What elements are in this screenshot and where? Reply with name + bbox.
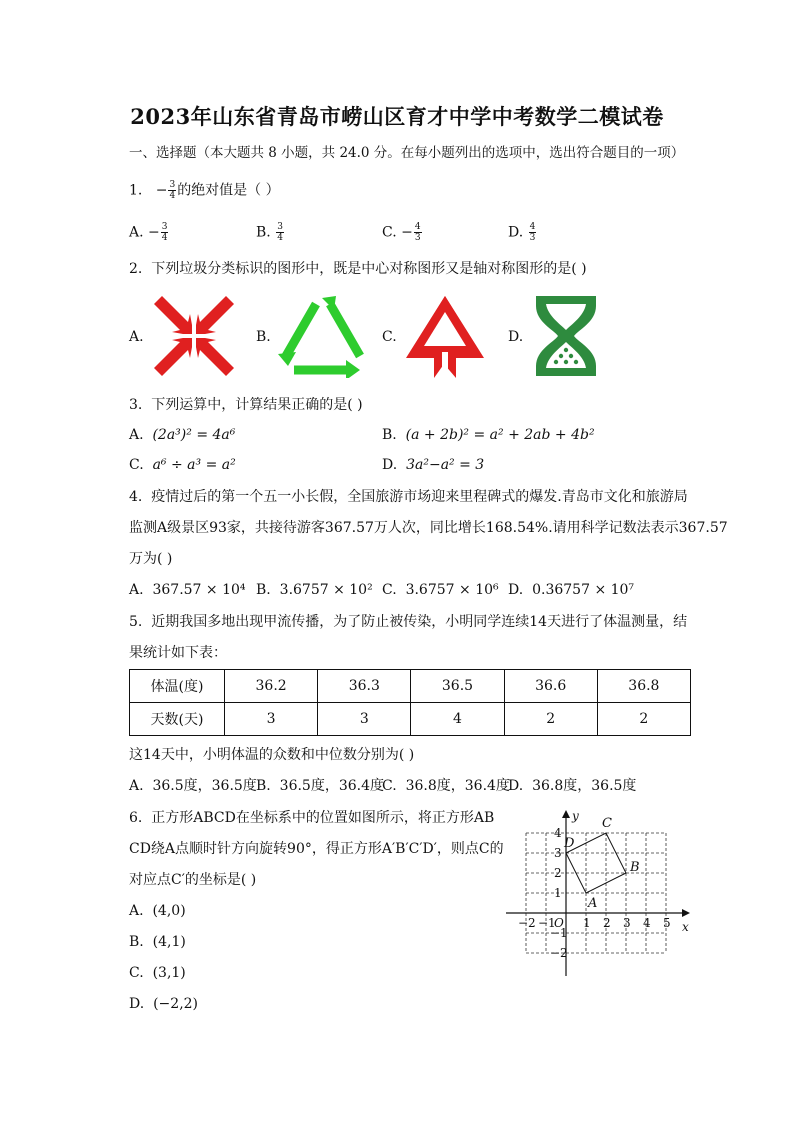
square-abcd [566, 833, 626, 893]
question-5-line-2: 果统计如下表： [129, 645, 227, 661]
coordinate-graph [504, 808, 696, 978]
question-6-line-1: 6. 正方形ABCD在坐标系中的位置如图所示，将正方形AB [129, 810, 495, 826]
table-cell: 2 [597, 703, 690, 736]
q1-option-a[interactable]: A. − $\frac{3}{4}$ [129, 222, 168, 243]
y-tick-label: −1 [550, 926, 568, 940]
table-row [130, 670, 691, 703]
q3-option-d[interactable]: D. 3a²−a² = 3 [382, 457, 485, 473]
q2-option-a-label[interactable]: A. [129, 329, 144, 345]
question-4-line-1: 4. 疫情过后的第一个五一小长假，全国旅游市场迎来里程碑式的爆发.青岛市文化和旅游局 [129, 489, 688, 505]
point-label-c: C [602, 816, 612, 831]
x-axis-label: x [682, 920, 689, 934]
q5-option-c[interactable]: C. 36.8度，36.4度 [382, 778, 510, 794]
q3-option-b[interactable]: B. (a + 2b)² = a² + 2ab + 4b² [382, 427, 595, 443]
question-1: 1. − $\frac{3}{4}$ 的绝对值是（ ） [129, 180, 280, 201]
point-label-a: A [588, 896, 598, 911]
question-5-after: 这14天中，小明体温的众数和中位数分别为( ) [129, 747, 415, 763]
table-cell: 体温(度) [130, 670, 225, 703]
x-tick-label: 4 [643, 916, 651, 930]
y-tick-label: 1 [554, 886, 562, 900]
table-cell: 3 [318, 703, 411, 736]
y-tick-label: 3 [554, 846, 562, 860]
q6-option-a[interactable]: A. (4,0) [129, 903, 186, 919]
page-title: 2023年山东省青岛市崂山区育才中学中考数学二模试卷 [130, 104, 664, 129]
y-tick-label: −2 [550, 946, 568, 960]
q2-option-c-label[interactable]: C. [382, 329, 397, 345]
y-tick-label: 4 [554, 826, 562, 840]
q4-option-c[interactable]: C. 3.6757 × 10⁶ [382, 582, 499, 598]
q3-option-c[interactable]: C. a⁶ ÷ a³ = a² [129, 457, 236, 473]
q2-option-d-label[interactable]: D. [508, 329, 524, 345]
q6-option-b[interactable]: B. (4,1) [129, 934, 186, 950]
y-axis-arrow-icon [562, 810, 570, 818]
x-tick-label: −2 [518, 916, 536, 930]
x-tick-label: 5 [663, 916, 671, 930]
green-hourglass-icon [534, 294, 598, 378]
table-cell: 36.5 [411, 670, 504, 703]
origin-label: O [554, 916, 564, 930]
x-tick-label: 1 [583, 916, 591, 930]
q5-option-a[interactable]: A. 36.5度，36.5度 [129, 778, 257, 794]
x-axis-arrow-icon [682, 909, 690, 917]
question-4-line-2: 监测A级景区93家，共接待游客367.57万人次，同比增长168.54%.请用科学记数法表示367.57 [129, 520, 728, 536]
red-triangle-arrows-icon [404, 292, 486, 380]
table-cell: 2 [504, 703, 597, 736]
point-label-b: B [630, 860, 640, 875]
section-heading: 一、选择题（本大题共 8 小题，共 24.0 分。在每小题列出的选项中，选出符合题目的一项） [129, 145, 685, 161]
x-tick-label: 2 [603, 916, 611, 930]
fraction: $\frac{3}{4}$ [169, 180, 176, 201]
temperature-table [129, 669, 691, 736]
question-number: 1. [129, 182, 143, 199]
square-outline [566, 833, 626, 893]
table-cell: 36.3 [318, 670, 411, 703]
q3-option-a[interactable]: A. (2a³)² = 4a⁶ [129, 427, 236, 443]
red-arrows-x-icon [152, 294, 236, 378]
point-label-d: D [564, 836, 575, 851]
q4-option-b[interactable]: B. 3.6757 × 10² [256, 582, 373, 598]
q5-option-b[interactable]: B. 36.5度，36.4度 [256, 778, 384, 794]
y-axis-label: y [572, 809, 579, 823]
q5-option-d[interactable]: D. 36.8度，36.5度 [508, 778, 637, 794]
question-6-line-3: 对应点C′的坐标是( ) [129, 872, 257, 888]
q1-option-d[interactable]: D. $\frac{4}{3}$ [508, 222, 536, 243]
q6-option-d[interactable]: D. (−2,2) [129, 996, 199, 1012]
table-cell: 36.6 [504, 670, 597, 703]
grid-lines [526, 833, 666, 953]
question-3: 3. 下列运算中，计算结果正确的是( ) [129, 397, 363, 413]
question-4-line-3: 万为( ) [129, 551, 173, 567]
table-row [130, 703, 691, 736]
q1-option-c[interactable]: C. − $\frac{4}{3}$ [382, 222, 421, 243]
x-tick-label: −1 [538, 916, 556, 930]
table-cell: 36.8 [597, 670, 690, 703]
y-tick-label: 2 [554, 866, 562, 880]
q4-option-d[interactable]: D. 0.36757 × 10⁷ [508, 582, 635, 598]
table-cell: 4 [411, 703, 504, 736]
green-recycle-icon [276, 294, 368, 378]
table-cell: 天数(天) [130, 703, 225, 736]
q6-option-c[interactable]: C. (3,1) [129, 965, 186, 981]
q4-option-a[interactable]: A. 367.57 × 10⁴ [129, 582, 246, 598]
q1-option-b[interactable]: B. $\frac{3}{4}$ [256, 222, 283, 243]
table-cell: 3 [225, 703, 318, 736]
x-tick-label: 3 [623, 916, 631, 930]
question-2: 2. 下列垃圾分类标识的图形中，既是中心对称图形又是轴对称图形的是( ) [129, 261, 587, 277]
question-6-line-2: CD绕A点顺时针方向旋转90°，得正方形A′B′C′D′，则点C的 [129, 841, 504, 857]
question-5-line-1: 5. 近期我国多地出现甲流传播，为了防止被传染，小明同学连续14天进行了体温测量，结 [129, 614, 688, 630]
q2-option-b-label[interactable]: B. [256, 329, 271, 345]
table-cell: 36.2 [225, 670, 318, 703]
